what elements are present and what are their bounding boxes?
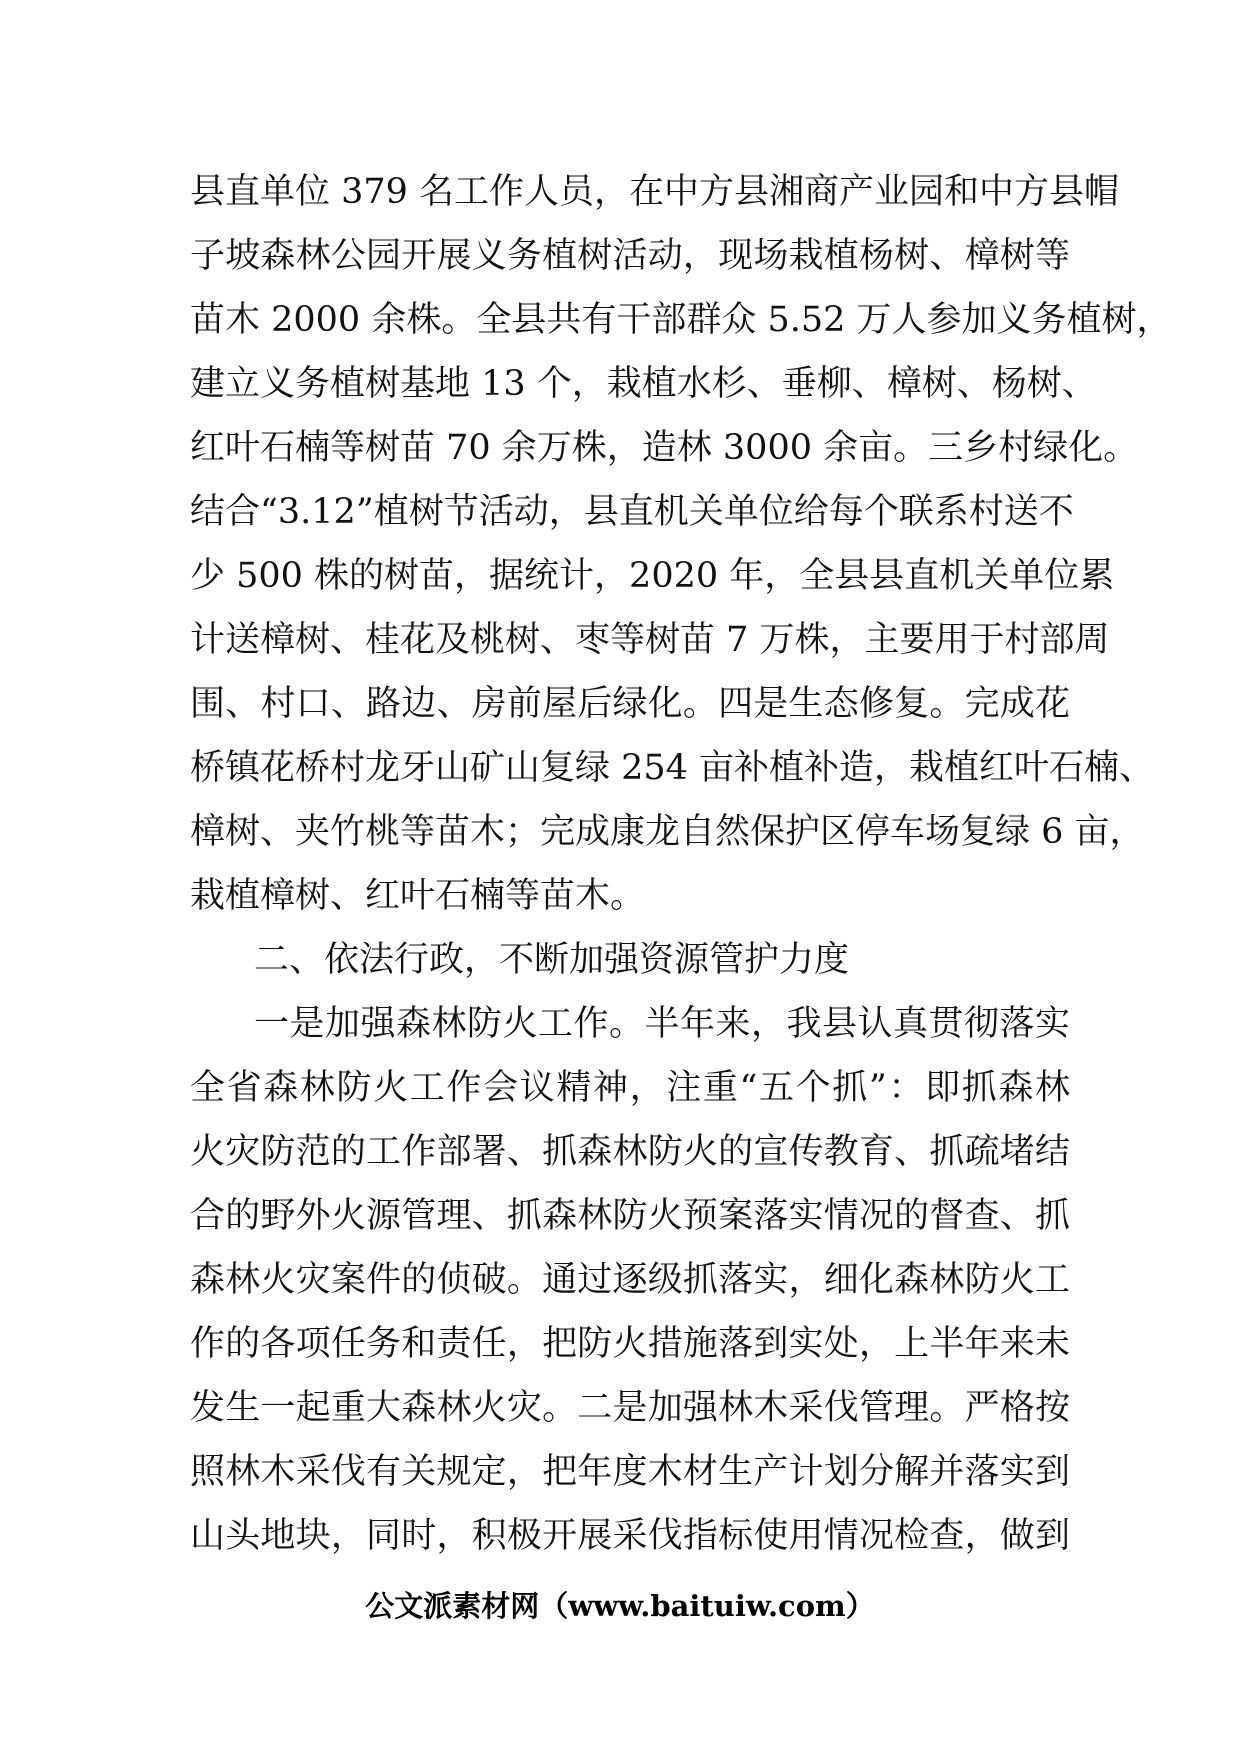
section-heading-text: 二、依法行政，不断加强资源管护力度 (254, 940, 850, 980)
text-line: 全省森林防火工作会议精神，注重“五个抓”：即抓森林 (190, 1068, 1070, 1108)
text-line: 结合“3.12”植树节活动，县直机关单位给每个联系村送不 (190, 492, 1074, 532)
text-line: 栽植樟树、红叶石楠等苗木。 (190, 876, 646, 916)
text-line: 子坡森林公园开展义务植树活动，现场栽植杨树、樟树等 (190, 236, 1070, 276)
paragraph-tree-planting (190, 160, 1172, 928)
text-line: 樟树、夹竹桃等苗木；完成康龙自然保护区停车场复绿 6 亩， (190, 812, 1145, 852)
text-line: 森林火灾案件的侦破。通过逐级抓落实，细化森林防火工 (190, 1260, 1070, 1300)
document-body (190, 160, 1172, 1568)
text-line: 县直单位 379 名工作人员，在中方县湘商产业园和中方县帽 (190, 172, 1120, 212)
text-line: 计送樟树、桂花及桃树、枣等树苗 7 万株，主要用于村部周 (190, 620, 1110, 660)
text-line: 作的各项任务和责任，把防火措施落到实处，上半年来未 (190, 1324, 1070, 1364)
paragraph-forest-management (190, 992, 1070, 1568)
text-line: 山头地块，同时，积极开展采伐指标使用情况检查，做到 (190, 1516, 1070, 1556)
footer-watermark: 公文派素材网（www.baituiw.com） (365, 1589, 875, 1623)
text-line: 围、村口、路边、房前屋后绿化。四是生态修复。完成花 (190, 684, 1070, 724)
section-heading (190, 928, 1070, 992)
text-line: 少 500 株的树苗，据统计，2020 年，全县县直机关单位累 (190, 556, 1115, 596)
text-line: 火灾防范的工作部署、抓森林防火的宣传教育、抓疏堵结 (190, 1132, 1070, 1172)
text-line: 建立义务植树基地 13 个，栽植水杉、垂柳、樟树、杨树、 (190, 364, 1097, 404)
text-line: 苗木 2000 余株。全县共有干部群众 5.52 万人参加义务植树， (190, 300, 1172, 340)
text-line: 一是加强森林防火工作。半年来，我县认真贯彻落实 (254, 1004, 1070, 1044)
text-line: 照林木采伐有关规定，把年度木材生产计划分解并落实到 (190, 1452, 1070, 1492)
text-line: 发生一起重大森林火灾。二是加强林木采伐管理。严格按 (190, 1388, 1070, 1428)
text-line: 合的野外火源管理、抓森林防火预案落实情况的督查、抓 (190, 1196, 1070, 1236)
text-line: 桥镇花桥村龙牙山矿山复绿 254 亩补植补造，栽植红叶石楠、 (190, 748, 1155, 788)
text-line: 红叶石楠等树苗 70 余万株，造林 3000 余亩。三乡村绿化。 (190, 428, 1139, 468)
